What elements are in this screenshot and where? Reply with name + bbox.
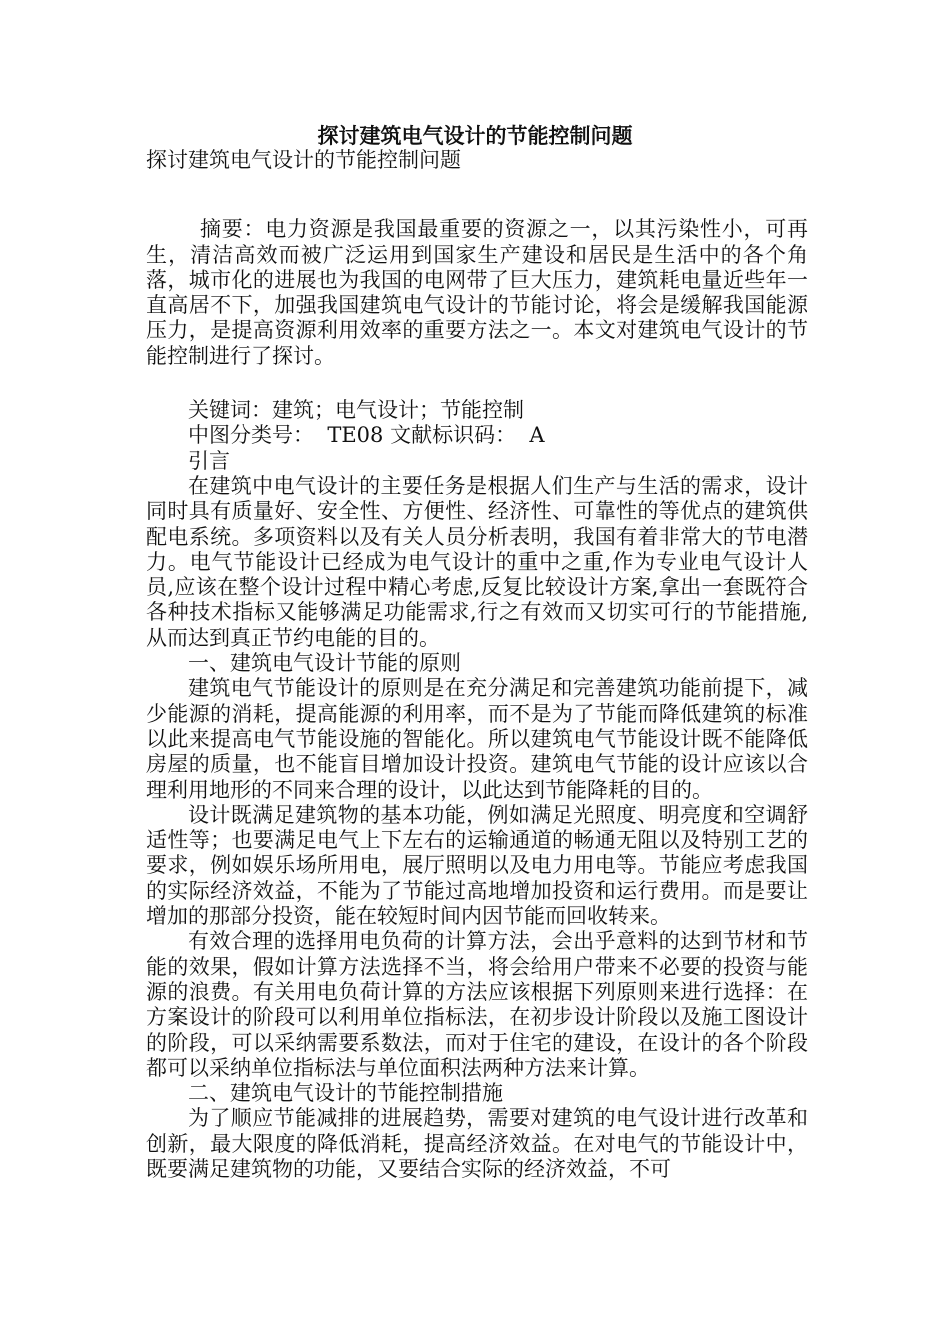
intro-paragraph: 在建筑中电气设计的主要任务是根据人们生产与生活的需求，设计同时具有质量好、安全性、方便性、经济性、可靠性的等优点的建筑供配电系统。多项资料以及有关人员分析表明，我国有着非常大的节电潜力。电气节能设计已经成为电气设计的重中之重,作为专业电气设计人员,应该在整个设计过程中精心考虑,反复比较设计方案,拿出一套既符合各种技术指标又能够满足功能需求,行之有效而又切实可行的节能措施,从而达到真正节约电能的目的。 (146, 473, 808, 650)
section1-paragraph-1: 建筑电气节能设计的原则是在充分满足和完善建筑功能前提下，减少能源的消耗，提高能源的利用率，而不是为了节能而降低建筑的标准以此来提高电气节能设施的智能化。所以建筑电气节能设计既不能降低房屋的质量，也不能盲目增加设计投资。建筑电气节能的设计应该以合理利用地形的不同来合理的设计，以此达到节能降耗的目的。 (146, 676, 808, 802)
document-title: 探讨建筑电气设计的节能控制问题 (317, 123, 633, 148)
section2-heading: 二、建筑电气设计的节能控制措施 (188, 1081, 503, 1106)
section1-paragraph-2: 设计既满足建筑物的基本功能，例如满足光照度、明亮度和空调舒适性等；也要满足电气上下左右的运输通道的畅通无阻以及特别工艺的要求，例如娱乐场所用电，展厅照明以及电力用电等。节能应考虑我国的实际经济效益，不能为了节能过高地增加投资和运行费用。而是要让增加的那部分投资，能在较短时间内因节能而回收转来。 (146, 802, 808, 929)
spacer (146, 369, 808, 398)
section1-paragraph-3: 有效合理的选择用电负荷的计算方法，会出乎意料的达到节材和节能的效果，假如计算方法选择不当，将会给用户带来不必要的投资与能源的浪费。有关用电负荷计算的方法应该根据下列原则来进行选择：在方案设计的阶段可以利用单位指标法，在初步设计阶段以及施工图设计的阶段，可以采纳需要系数法，而对于住宅的建设，在设计的各个阶段都可以采纳单位指标法与单位面积法两种方法来计算。 (146, 929, 808, 1080)
document-subtitle: 探讨建筑电气设计的节能控制问题 (146, 148, 461, 172)
spacer (146, 173, 808, 217)
keywords-line: 关键词：建筑；电气设计；节能控制 (188, 398, 524, 423)
section1-heading: 一、建筑电气设计节能的原则 (188, 651, 461, 676)
classification-line: 中图分类号： TE08 文献标识码： A (188, 423, 545, 448)
abstract-paragraph: 摘要：电力资源是我国最重要的资源之一，以其污染性小，可再生，清洁高效而被广泛运用到国家生产建设和居民是生活中的各个角落，城市化的进展也为我国的电网带了巨大压力，建筑耗电量近些年一直高居不下，加强我国建筑电气设计的节能讨论，将会是缓解我国能源压力，是提高资源利用效率的重要方法之一。本文对建筑电气设计的节能控制进行了探讨。 (146, 217, 808, 368)
intro-heading: 引言 (188, 448, 230, 473)
section2-paragraph-1: 为了顺应节能减排的进展趋势，需要对建筑的电气设计进行改革和创新，最大限度的降低消耗，提高经济效益。在对电气的节能设计中，既要满足建筑物的功能，又要结合实际的经济效益，不可 (146, 1106, 808, 1181)
document-body (146, 148, 808, 1182)
